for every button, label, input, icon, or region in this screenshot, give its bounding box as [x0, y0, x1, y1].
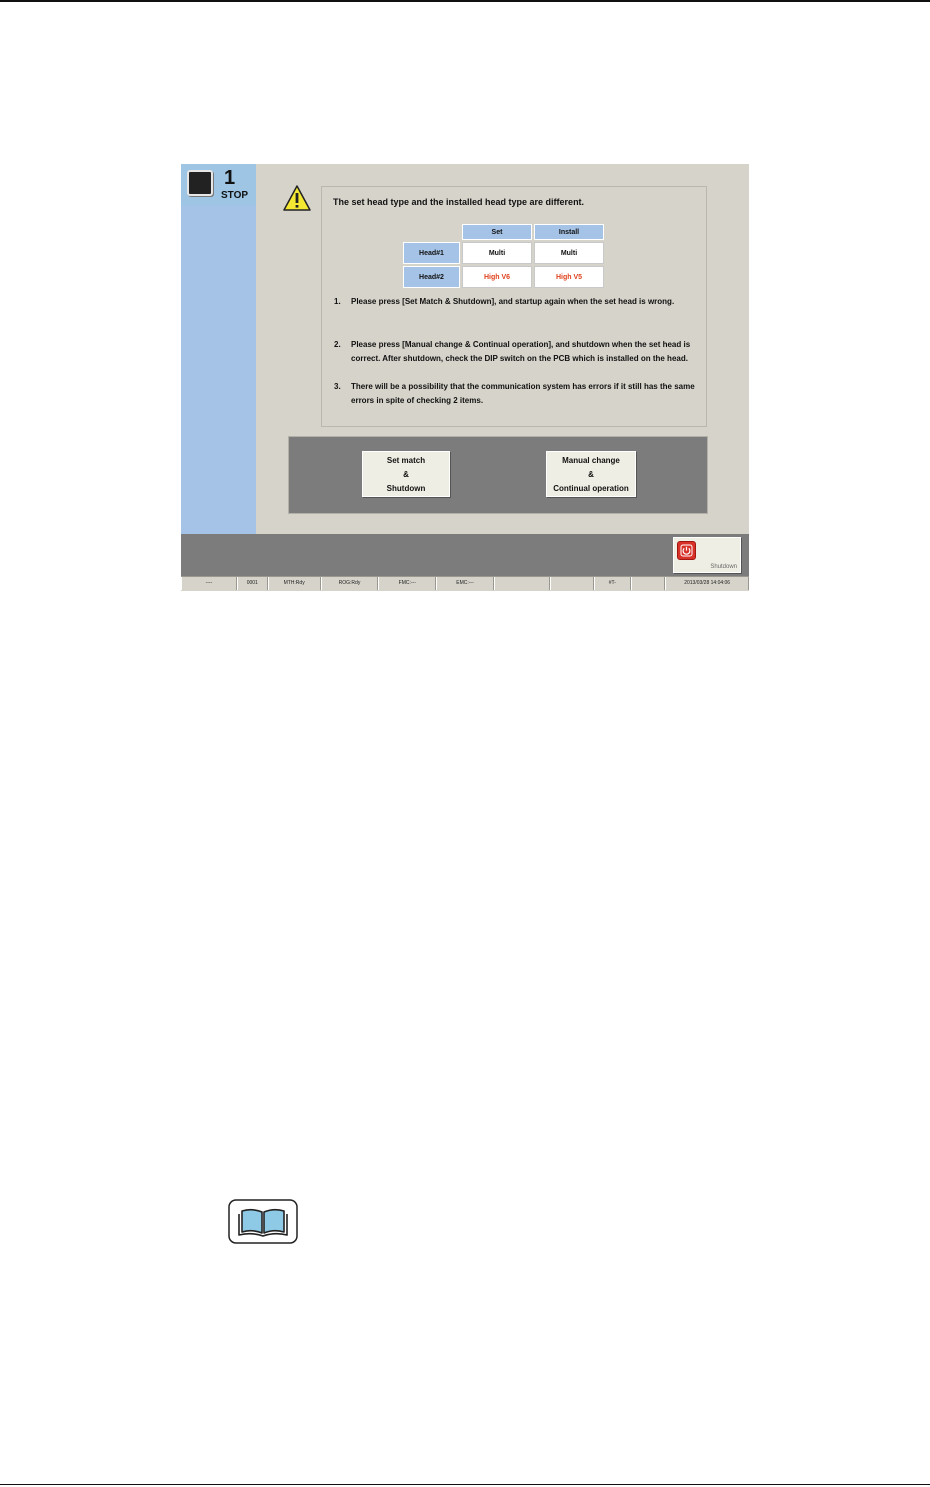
button-label-line: Continual operation [553, 484, 629, 493]
shutdown-label: Shutdown [710, 564, 737, 570]
page-top-rule [0, 0, 930, 2]
head2-install-value: High V5 [534, 266, 604, 288]
head-type-table [401, 222, 606, 290]
stop-square-icon [187, 170, 213, 196]
button-label-line: & [403, 470, 409, 479]
shutdown-button[interactable] [673, 537, 741, 573]
status-cell: 0001 [237, 577, 268, 590]
row-header-head2: Head#2 [403, 266, 460, 288]
status-cell [631, 577, 666, 590]
table-row [403, 266, 604, 288]
status-cell: ---- [181, 577, 237, 590]
column-header-set: Set [462, 224, 532, 240]
button-label-line: & [588, 470, 594, 479]
action-button-panel [288, 436, 708, 514]
status-cell: #T- [594, 577, 631, 590]
instruction-text: Please press [Manual change & Continual operation], and shutdown when the set head is correct. After shutdown, check the DIP switch on the PCB which is installed on the head. [351, 340, 691, 363]
status-bar [181, 576, 749, 591]
power-icon [677, 541, 696, 560]
error-message-panel [321, 186, 707, 427]
manual-change-continual-operation-button[interactable] [546, 451, 636, 497]
head1-set-value: Multi [462, 242, 532, 264]
stop-label: STOP [221, 190, 249, 201]
page-bottom-rule [0, 1484, 930, 1485]
head1-install-value: Multi [534, 242, 604, 264]
warning-triangle-icon [282, 184, 312, 212]
machine-screen [181, 164, 749, 591]
status-cell: EMC:--- [436, 577, 494, 590]
row-header-head1: Head#1 [403, 242, 460, 264]
instruction-number: 1. [334, 297, 341, 306]
book-icon [228, 1199, 298, 1244]
status-cell: FMC:--- [378, 577, 436, 590]
table-corner [403, 224, 460, 240]
table-header-row [403, 224, 604, 240]
button-label-line: Manual change [562, 456, 620, 465]
status-cell: ROG:Rdy [321, 577, 379, 590]
status-cell [494, 577, 550, 590]
instruction-number: 3. [334, 382, 341, 391]
sidebar [181, 164, 256, 534]
set-match-shutdown-button[interactable] [362, 451, 450, 497]
status-cell: MTH:Rdy [268, 577, 321, 590]
button-label-line: Shutdown [386, 484, 426, 493]
instruction-number: 2. [334, 340, 341, 349]
instruction-text: There will be a possibility that the communication system has errors if it still has the same errors in spite of checking 2 items. [351, 382, 695, 405]
stop-status [181, 164, 256, 206]
message-title: The set head type and the installed head type are different. [333, 197, 585, 207]
bottom-toolbar [181, 534, 749, 576]
head2-set-value: High V6 [462, 266, 532, 288]
instruction-text: Please press [Set Match & Shutdown], and startup again when the set head is wrong. [351, 297, 675, 306]
stop-number: 1 [224, 167, 236, 189]
button-label-line: Set match [386, 456, 426, 465]
table-row [403, 242, 604, 264]
status-cell: 2013/03/28 14:04:06 [665, 577, 749, 590]
status-cell [550, 577, 594, 590]
column-header-install: Install [534, 224, 604, 240]
